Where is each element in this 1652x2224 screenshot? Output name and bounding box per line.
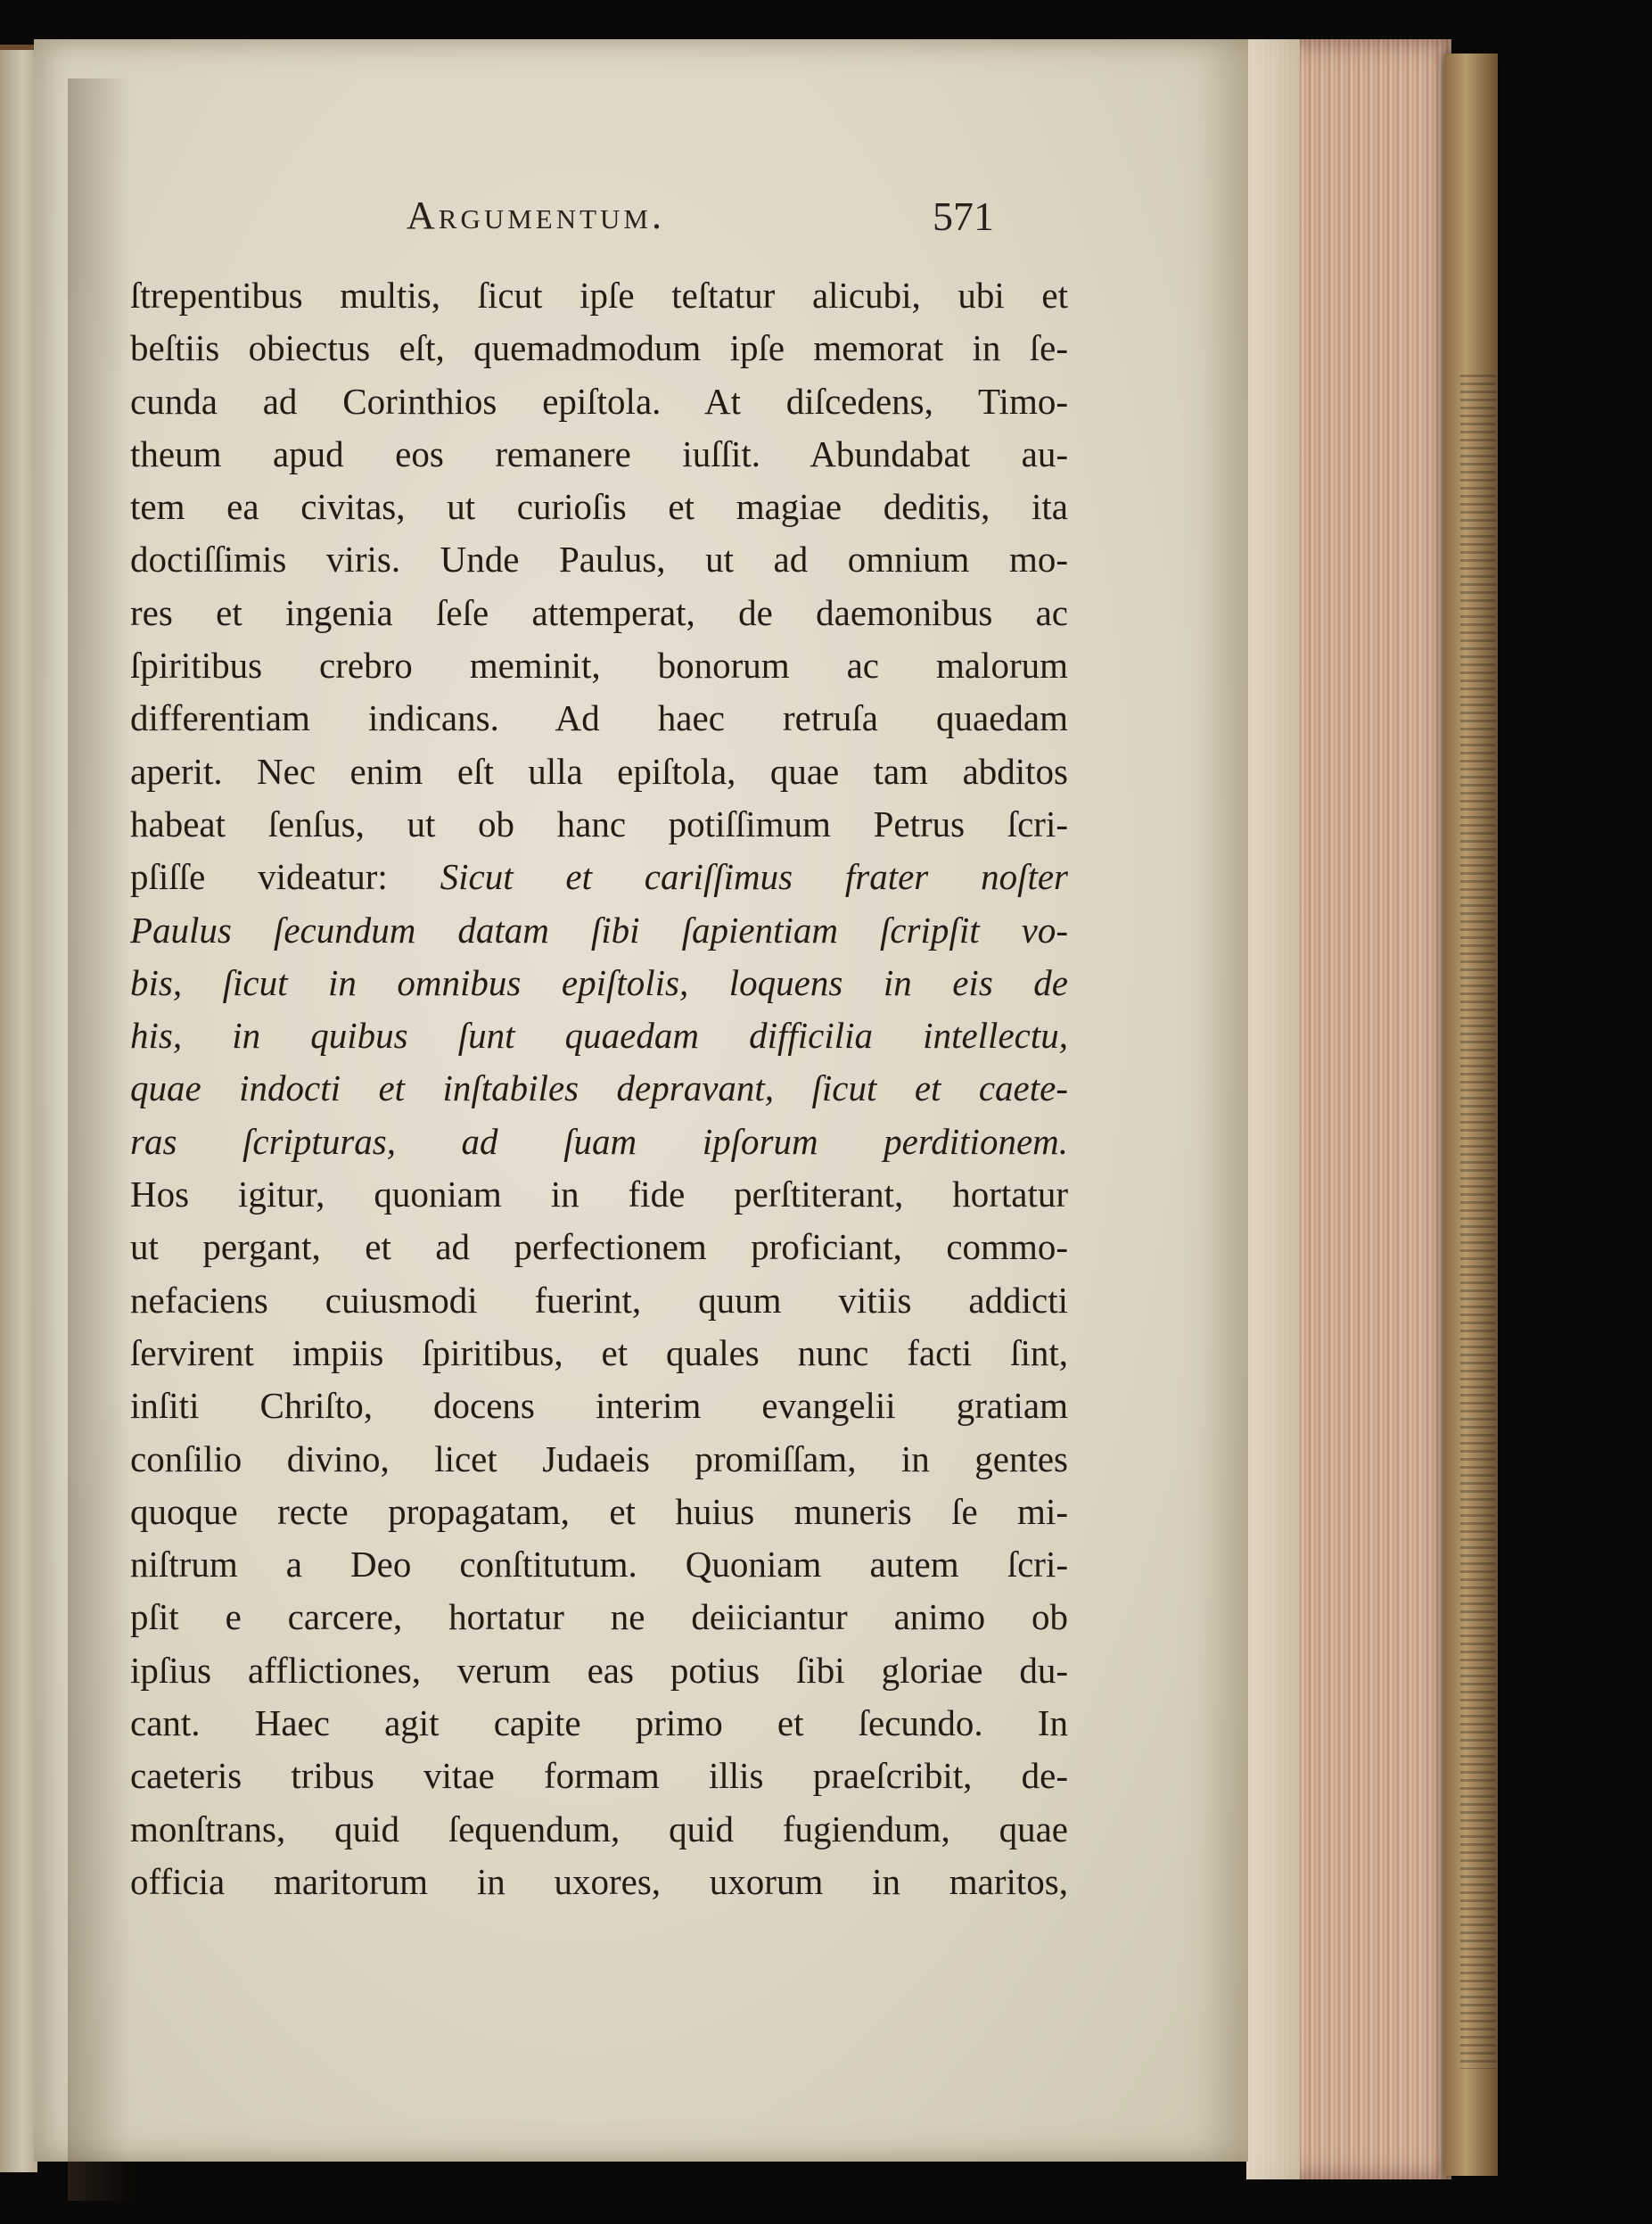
text-line: aperit. Nec enim eſt ulla epiſtola, quae tam abditos	[130, 750, 1068, 792]
text-line-italic: bis, ſicut in omnibus epiſtolis, loquens in eis de	[130, 961, 1068, 1003]
text-line: res et ingenia ſeſe attemperat, de daemonibus ac	[130, 591, 1068, 633]
text-line: theum apud eos remanere iuſſit. Abundabat au-	[130, 432, 1068, 474]
text-line: caeteris tribus vitae formam illis praeſcribit, de-	[130, 1755, 1068, 1797]
text-roman-part: pſiſſe videatur:	[130, 856, 388, 898]
text-line: monſtrans, quid ſequendum, quid fugiendum, quae	[130, 1808, 1068, 1849]
text-line-italic: his, in quibus ſunt quaedam difficilia intellectu,	[130, 1015, 1068, 1057]
text-line-mixed	[130, 851, 1068, 903]
page-block-highlight	[1246, 39, 1300, 2179]
cover-texture	[1460, 375, 1496, 2069]
text-line: ipſius afflictiones, verum eas potius ſibi gloriae du-	[130, 1649, 1068, 1691]
gutter-shadow	[68, 78, 130, 2201]
text-line-italic: quae indocti et inſtabiles depravant, ſicut et caete-	[130, 1067, 1068, 1109]
text-line: pſit e carcere, hortatur ne deiiciantur animo ob	[130, 1596, 1068, 1638]
text-line: ſervirent impiis ſpiritibus, et quales nunc facti ſint,	[130, 1331, 1068, 1373]
running-title: Argumentum.	[407, 194, 666, 237]
text-line: habeat ſenſus, ut ob hanc potiſſimum Petrus ſcri-	[130, 803, 1068, 844]
text-line: quoque recte propagatam, et huius muneris ſe mi-	[130, 1490, 1068, 1532]
text-line: officia maritorum in uxores, uxorum in maritos,	[130, 1860, 1068, 1902]
text-line: niſtrum a Deo conſtitutum. Quoniam autem ſcri-	[130, 1544, 1068, 1586]
text-line: nefaciens cuiusmodi fuerint, quum vitiis addicti	[130, 1279, 1068, 1321]
text-line: ſtrepentibus multis, ſicut ipſe teſtatur alicubi, ubi et	[130, 275, 1068, 316]
text-line: cunda ad Corinthios epiſtola. At diſcedens, Timo-	[130, 380, 1068, 422]
text-line-italic: ras ſcripturas, ad ſuam ipſorum perditionem.	[130, 1120, 1068, 1162]
text-line: Hos igitur, quoniam in fide perſtiterant, hortatur	[130, 1174, 1068, 1215]
text-line: inſiti Chriſto, docens interim evangelii gratiam	[130, 1385, 1068, 1427]
body-text	[130, 269, 1068, 1908]
text-line: cant. Haec agit capite primo et ſecundo. In	[130, 1702, 1068, 1744]
book-page	[34, 39, 1248, 2162]
text-line: conſilio divino, licet Judaeis promiſſam, in gentes	[130, 1437, 1068, 1479]
text-line: tem ea civitas, ut curioſis et magiae deditis, ita	[130, 486, 1068, 528]
running-head	[407, 193, 1084, 246]
text-line-italic: Paulus ſecundum datam ſibi ſapientiam ſcripſit vo-	[130, 909, 1068, 951]
text-line: differentiam indicans. Ad haec retruſa quaedam	[130, 697, 1068, 739]
left-page-edge	[0, 45, 37, 2172]
text-italic-part: Sicut et cariſſimus frater noſter	[440, 856, 1068, 898]
text-line: beſtiis obiectus eſt, quemadmodum ipſe memorat in ſe-	[130, 327, 1068, 369]
text-line: ut pergant, et ad perfectionem proficiant, commo-	[130, 1226, 1068, 1268]
page-number: 571	[933, 194, 994, 239]
text-line: doctiſſimis viris. Unde Paulus, ut ad omnium mo-	[130, 539, 1068, 581]
text-line: ſpiritibus crebro meminit, bonorum ac malorum	[130, 645, 1068, 687]
